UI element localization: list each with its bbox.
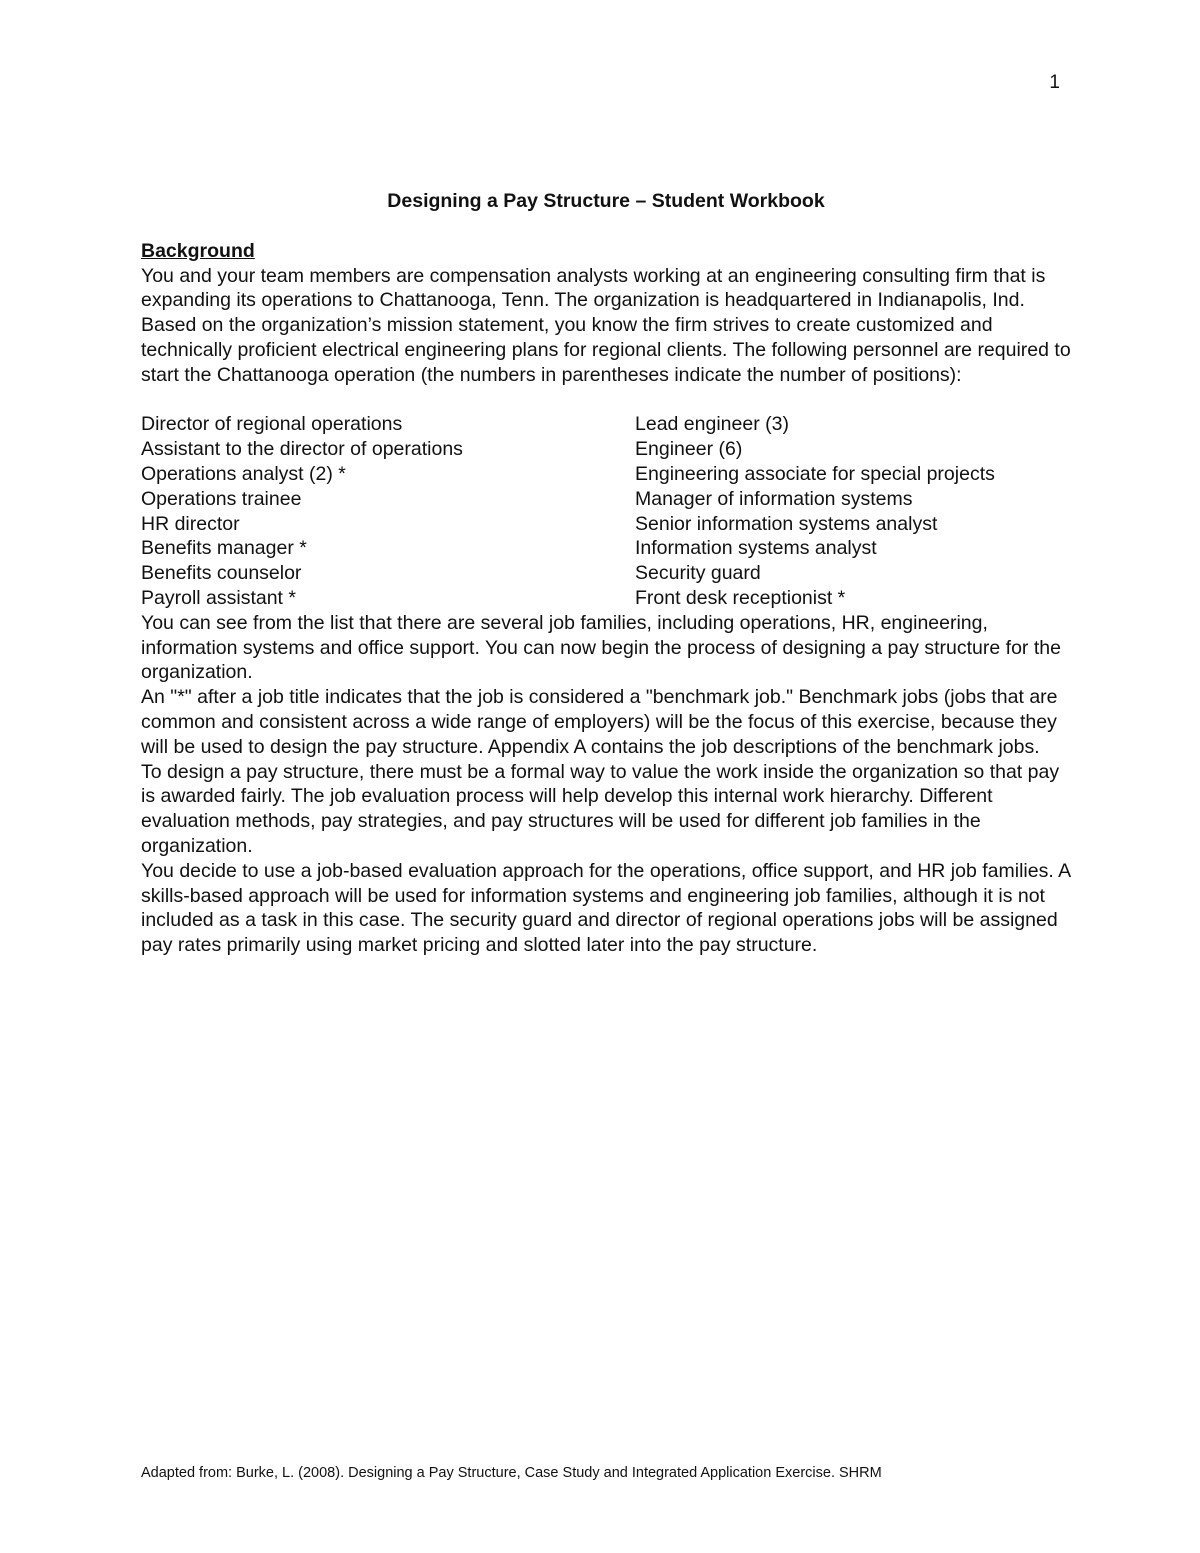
position-item: Security guard [635,562,761,585]
position-item: Front desk receptionist * [635,586,846,609]
position-item: Information systems analyst [635,537,877,560]
position-item: Operations trainee [141,487,302,510]
position-item: Benefits counselor [141,562,302,585]
evaluation-paragraph: To design a pay structure, there must be a formal way to value the work inside the organization so that pay is awarded fairly. The job evaluation process will help develop this internal work hierarchy. Different evaluation methods, pay strategies, and pay structures will be used for different job families in the organization. [141,760,1060,857]
intro-paragraph: You and your team members are compensation analysts working at an engineering consulting firm that is expanding its operations to Chattanooga, Tenn. The organization is headquartered in Indianapolis, Ind. Based on the organization’s mission statement, you know the firm strives to create customized and technically proficient electrical engineering plans for regional clients. The following personnel are required to start the Chattanooga operation (the numbers in parentheses indicate the number of positions): [141,264,1071,386]
benchmark-paragraph: An "*" after a job title indicates that the job is considered a "benchmark job." Benchmark jobs (jobs that are common and consistent across a wide range of employers) will be the focus of this exercise, because they will be used to design the pay structure. Appendix A contains the job descriptions of the benchmark jobs. [141,686,1058,758]
position-item: Engineer (6) [635,438,743,461]
position-item: Senior information systems analyst [635,512,938,535]
position-item: Operations analyst (2) * [141,462,346,485]
document-title: Designing a Pay Structure – Student Workbook [387,190,825,212]
position-item: Manager of information systems [635,487,913,510]
document-body [141,189,1071,958]
footer-citation: Adapted from: Burke, L. (2008). Designing a Pay Structure, Case Study and Integrated Application Exercise. SHRM [141,1465,882,1481]
position-item: Payroll assistant * [141,586,296,609]
positions-list [141,412,1071,610]
position-item: HR director [141,512,240,535]
positions-column-right [635,412,1071,610]
section-heading-background: Background [141,239,255,262]
position-item: Director of regional operations [141,413,403,436]
position-item: Assistant to the director of operations [141,438,463,461]
job-families-paragraph: You can see from the list that there are several job families, including operations, HR, engineering, information systems and office support. You can now begin the process of designing a pay structure for the organization. [141,611,1061,684]
approach-paragraph: You decide to use a job-based evaluation approach for the operations, office support, and HR job families. A skills-based approach will be used for information systems and engineering job families, although it is not included as a task in this case. The security guard and director of regional operations jobs will be assigned pay rates primarily using market pricing and slotted later into the pay structure. [141,859,1071,957]
position-item: Lead engineer (3) [635,413,789,436]
position-item: Benefits manager * [141,537,307,560]
position-item: Engineering associate for special projects [635,462,995,485]
positions-column-left [141,412,635,610]
page-number: 1 [1049,72,1060,93]
